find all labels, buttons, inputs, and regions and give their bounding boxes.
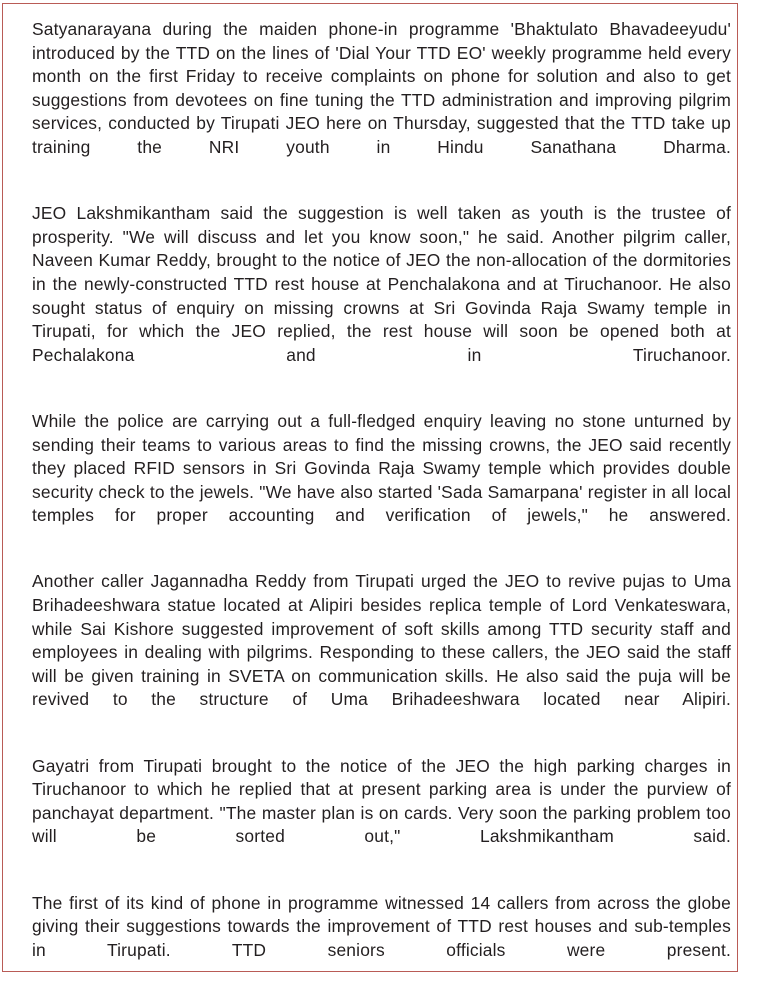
article-paragraph-5: Gayatri from Tirupati brought to the notice of the JEO the high parking charges in Tiruchanoor to which he replied that at present parking area is under the purview of panchayat department. "The master plan is on cards. Very soon the parking problem too will be sorted out," Lakshmikantham said. <box>32 755 731 847</box>
article-paragraph-3: While the police are carrying out a full-fledged enquiry leaving no stone unturned by sending their teams to various areas to find the missing crowns, the JEO said recently they placed RFID sensors in Sri Govinda Raja Swamy temple which provides double security check to the jewels. "We have also started 'Sada Samarpana' register in all local temples for proper accounting and verification of jewels," he answered. <box>32 410 731 526</box>
article-paragraph-6: The first of its kind of phone in programme witnessed 14 callers from across the globe giving their suggestions towards the improvement of TTD rest houses and sub-temples in Tirupati. TTD seniors officials were present. <box>32 892 731 960</box>
article-paragraph-2: JEO Lakshmikantham said the suggestion is well taken as youth is the trustee of prosperity. "We will discuss and let you know soon," he said. Another pilgrim caller, Naveen Kumar Reddy, brought to the notice of JEO the non-allocation of the dormitories in the newly-constructed TTD rest house at Penchalakona and at Tiruchanoor. He also sought status of enquiry on missing crowns at Sri Govinda Raja Swamy temple in Tirupati, for which the JEO replied, the rest house will soon be opened both at Pechalakona and in Tiruchanoor. <box>32 203 731 365</box>
article-paragraph-1: Satyanarayana during the maiden phone-in programme 'Bhaktulato Bhavadeeyudu' introduced by the TTD on the lines of 'Dial Your TTD EO' weekly programme held every month on the first Friday to receive complaints on phone for solution and also to get suggestions from devotees on fine tuning the TTD administration and improving pilgrim services, conducted by Tirupati JEO here on Thursday, suggested that the TTD take up training the NRI youth in Hindu Sanathana Dharma. <box>32 19 731 157</box>
document-page <box>2 3 738 972</box>
article-paragraph-4: Another caller Jagannadha Reddy from Tirupati urged the JEO to revive pujas to Uma Brihadeeshwara statue located at Alipiri besides replica temple of Lord Venkateswara, while Sai Kishore suggested improvement of soft skills among TTD security staff and employees in dealing with pilgrims. Responding to these callers, the JEO said the staff will be given training in SVETA on communication skills. He also said the puja will be revived to the structure of Uma Brihadeeshwara located near Alipiri. <box>32 571 731 710</box>
article-body <box>32 18 731 986</box>
